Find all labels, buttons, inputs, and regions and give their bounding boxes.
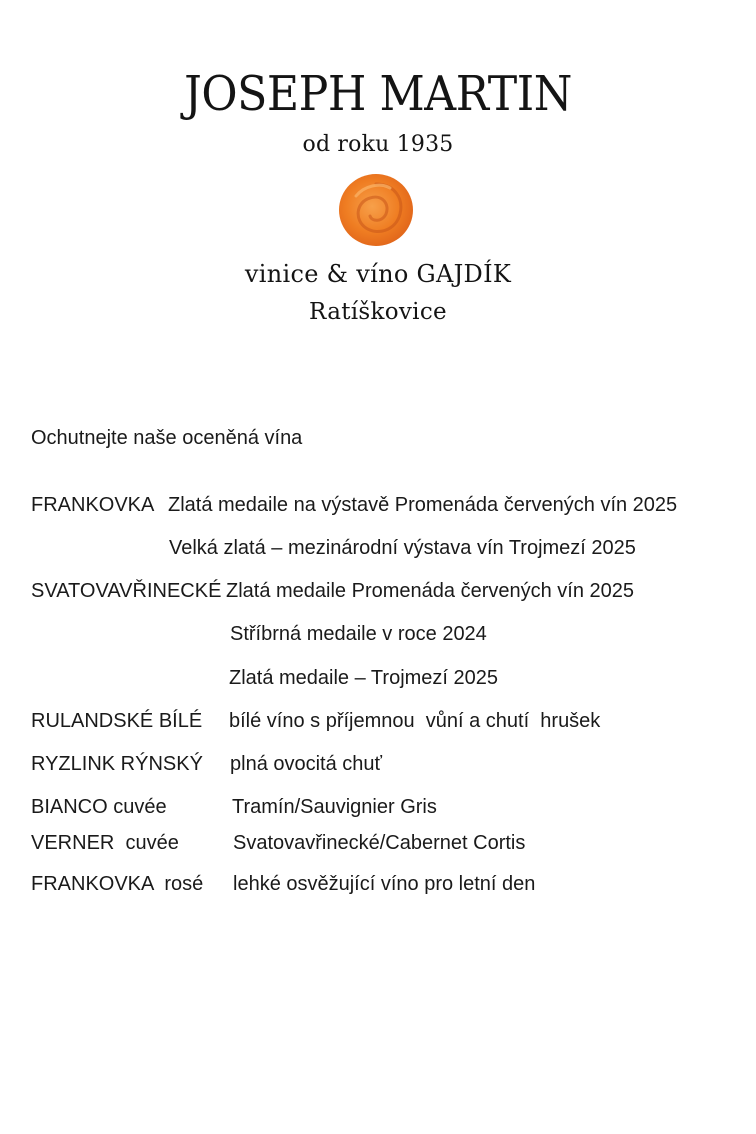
wine-name: BIANCO cuvée — [31, 796, 167, 818]
wine-description: Zlatá medaile – Trojmezí 2025 — [229, 667, 499, 689]
wine-name: SVATOVAVŘINECKÉ — [31, 580, 222, 602]
brand-since: od roku 1935 — [302, 132, 454, 157]
wine-name: FRANKOVKA rosé — [31, 873, 204, 895]
wine-description: bílé víno s příjemnou vůní a chutí hrušek — [229, 710, 601, 732]
wine-description: Stříbrná medaile v roce 2024 — [230, 623, 487, 645]
wine-name: VERNER cuvée — [31, 832, 179, 854]
wine-description: lehké osvěžující víno pro letní den — [233, 873, 536, 895]
wine-description: Velká zlatá – mezinárodní výstava vín Trojmezí 2025 — [169, 537, 636, 559]
wine-description: Svatovavřinecké/Cabernet Cortis — [233, 832, 526, 854]
intro-text: Ochutnejte naše oceněná vína — [31, 427, 303, 449]
brand-winery: vinice & víno GAJDÍK — [244, 260, 512, 288]
brand-name: JOSEPH MARTIN — [184, 66, 572, 122]
wine-name: RULANDSKÉ BÍLÉ — [31, 710, 203, 732]
wine-description: Tramín/Sauvignier Gris — [232, 796, 437, 818]
orange-swirl-icon — [336, 172, 416, 248]
wine-name: FRANKOVKA — [31, 494, 155, 516]
wine-name: RYZLINK RÝNSKÝ — [31, 753, 203, 775]
wine-description: Zlatá medaile Promenáda červených vín 2025 — [226, 580, 635, 602]
wine-description: Zlatá medaile na výstavě Promenáda červených vín 2025 — [168, 494, 678, 516]
wine-description: plná ovocitá chuť — [230, 753, 383, 775]
brand-town: Ratíškovice — [309, 299, 447, 325]
